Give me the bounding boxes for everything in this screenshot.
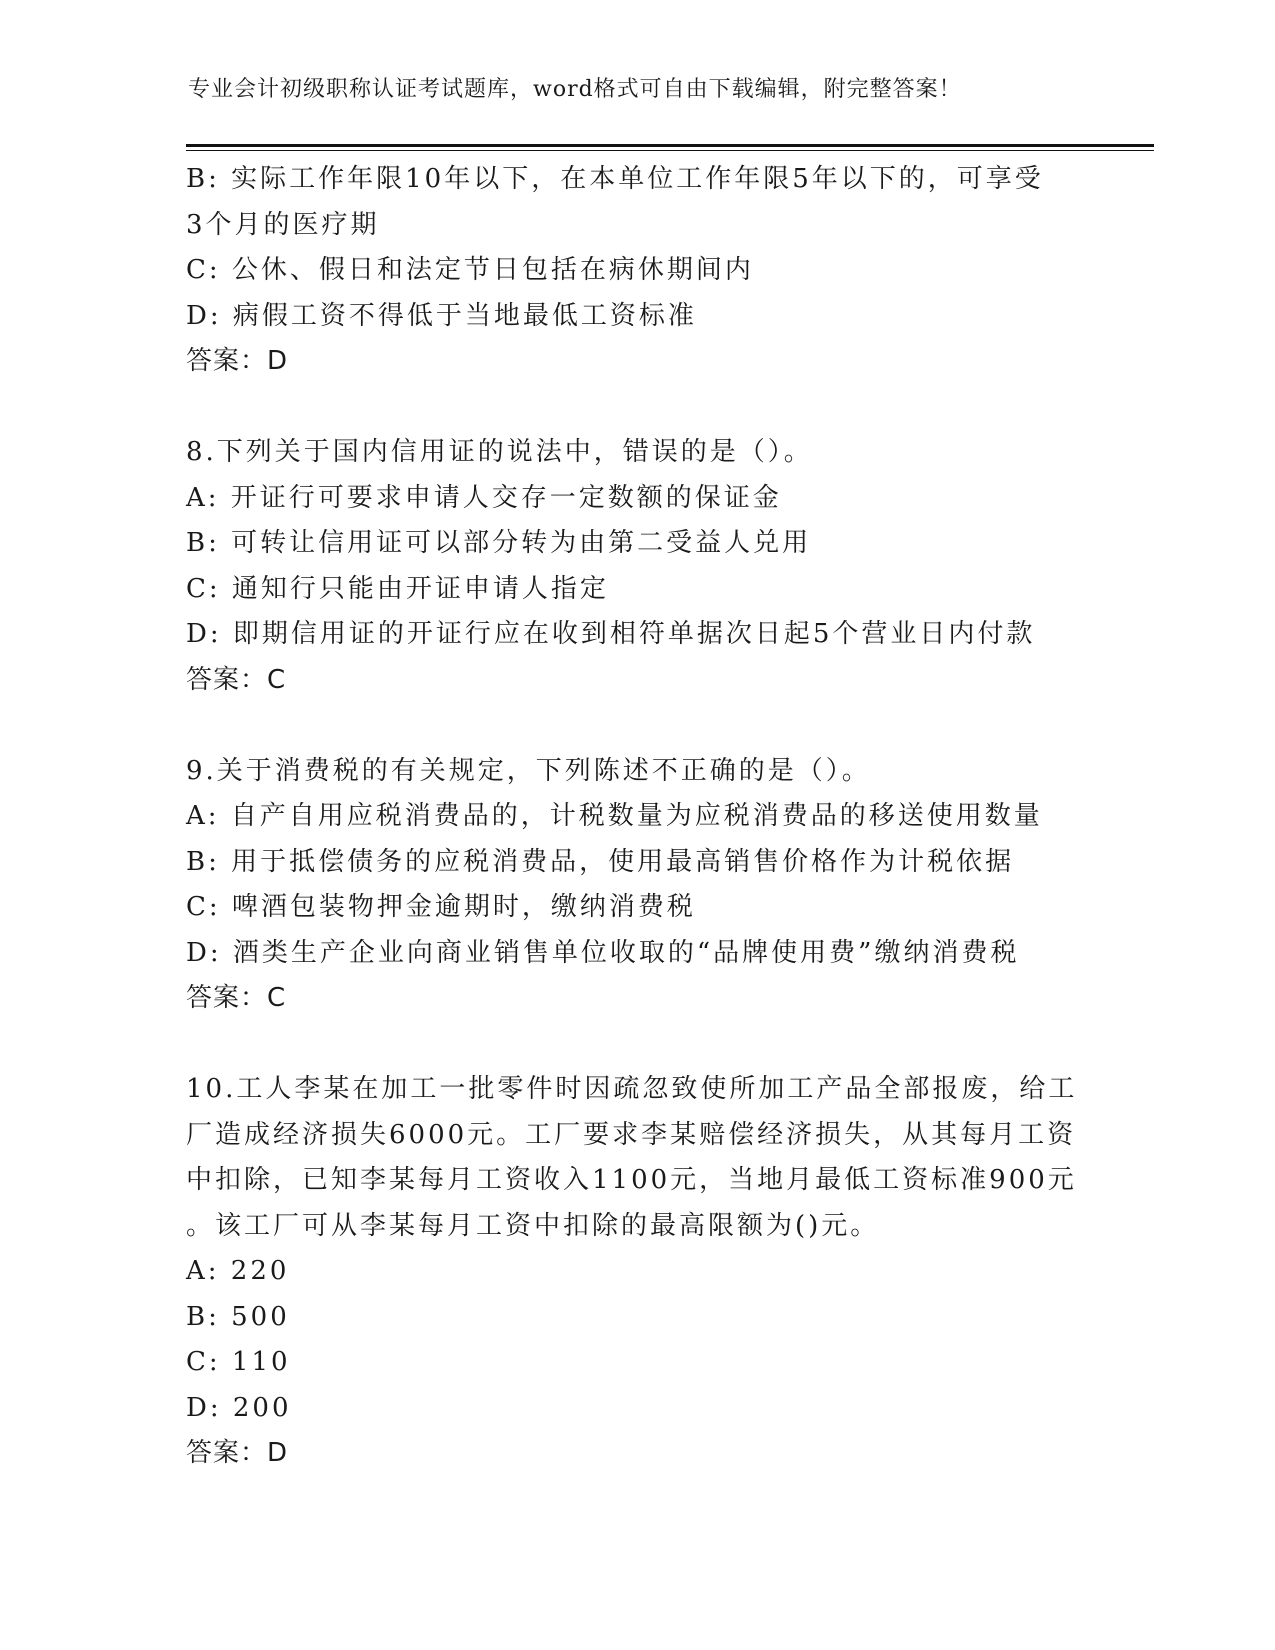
header-divider-thick — [186, 144, 1154, 147]
option-a: A: 220 — [186, 1256, 290, 1286]
option-c: C: 啤酒包装物押金逾期时，缴纳消费税 — [186, 892, 696, 922]
question-stem-line-2: 厂造成经济损失6000元。工厂要求李某赔偿经济损失，从其每月工资 — [186, 1119, 1077, 1150]
option-d: D: 200 — [186, 1392, 292, 1423]
question-9 — [186, 749, 1086, 1022]
option-d: D: 病假工资不得低于当地最低工资标准 — [186, 300, 697, 331]
previous-question-continuation — [186, 157, 1086, 385]
question-10 — [186, 1067, 1086, 1477]
option-a: A: 自产自用应税消费品的，计税数量为应税消费品的移送使用数量 — [186, 801, 1043, 831]
answer-line: 答案：C — [186, 664, 287, 695]
spacer — [186, 703, 1086, 749]
spacer — [186, 1022, 1086, 1068]
option-b: B: 实际工作年限10年以下，在本单位工作年限5年以下的，可享受 — [186, 164, 1044, 194]
option-c: C: 通知行只能由开证申请人指定 — [186, 573, 609, 604]
question-stem-line-3: 中扣除，已知李某每月工资收入1100元，当地月最低工资标准900元 — [186, 1165, 1077, 1195]
option-b: B: 可转让信用证可以部分转为由第二受益人兑用 — [186, 528, 812, 558]
option-b: B: 用于抵偿债务的应税消费品，使用最高销售价格作为计税依据 — [186, 846, 1015, 877]
answer-line: 答案：D — [186, 346, 289, 376]
question-stem-line-4: 。该工厂可从李某每月工资中扣除的最高限额为()元。 — [186, 1210, 880, 1241]
option-b-continued: 3个月的医疗期 — [186, 209, 380, 240]
option-d: D: 酒类生产企业向商业销售单位收取的“品牌使用费”缴纳消费税 — [186, 937, 1020, 968]
exam-content — [186, 157, 1086, 1477]
option-c: C: 公休、假日和法定节日包括在病休期间内 — [186, 255, 754, 285]
question-stem: 8.下列关于国内信用证的说法中，错误的是（）。 — [186, 437, 813, 467]
question-8 — [186, 430, 1086, 703]
question-stem-line-1: 10.工人李某在加工一批零件时因疏忽致使所加工产品全部报废，给工 — [186, 1074, 1078, 1104]
spacer — [186, 385, 1086, 431]
answer-line: 答案：C — [186, 983, 287, 1013]
option-d: D: 即期信用证的开证行应在收到相符单据次日起5个营业日内付款 — [186, 619, 1036, 649]
page-header-title: 专业会计初级职称认证考试题库，word格式可自由下载编辑，附完整答案！ — [188, 77, 962, 102]
option-a: A: 开证行可要求申请人交存一定数额的保证金 — [186, 482, 782, 513]
option-b: B: 500 — [186, 1301, 290, 1332]
question-stem: 9.关于消费税的有关规定，下列陈述不正确的是（）。 — [186, 755, 871, 786]
answer-line: 答案：D — [186, 1438, 289, 1468]
header-divider-thin — [186, 150, 1154, 151]
option-c: C: 110 — [186, 1347, 291, 1377]
